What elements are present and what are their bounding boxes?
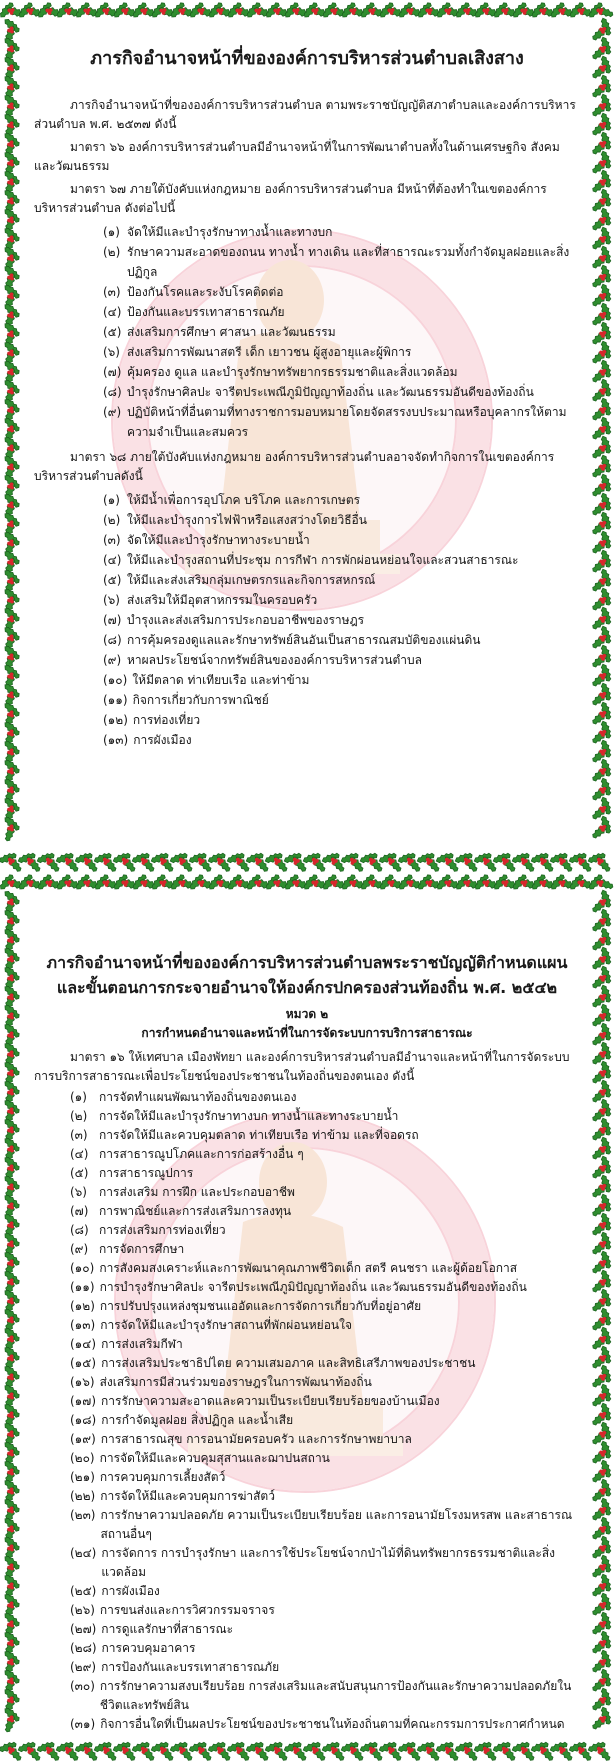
item-text: ปฏิบัติหน้าที่อื่นตามที่ทางราชการมอบหมายโดยจัดสรรงบประมาณหรือบุคลากรให้ตามความจำเป็นและสมควร: [127, 405, 567, 439]
item-text: การส่งเสริม การฝึก และประกอบอาชีพ: [99, 1185, 295, 1199]
item-text: การรักษาความปลอดภัย ความเป็นระเบียบเรียบร้อย และการอนามัยโรงมหรสพ และสาธารณสถานอื่นๆ: [100, 1508, 573, 1541]
item-number: (๕): [103, 573, 122, 587]
section-16-list: [70, 1088, 580, 1734]
item-text: การจัดการศึกษา: [99, 1242, 185, 1256]
item-number: (๘): [70, 1223, 89, 1237]
item-number: (๑๘): [70, 1413, 97, 1427]
item-number: (๕): [70, 1166, 89, 1180]
item-text: การส่งเสริมการท่องเที่ยว: [99, 1223, 226, 1237]
item-number: (๑): [103, 493, 120, 507]
list-item: [70, 1487, 580, 1506]
list-item: [70, 1183, 580, 1202]
list-item: [103, 530, 580, 550]
item-number: (๒๘): [70, 1641, 97, 1655]
item-text: การผังเมือง: [101, 1584, 160, 1598]
item-number: (๗): [103, 613, 122, 627]
item-text: การควบคุมอาคาร: [101, 1641, 196, 1655]
item-number: (๑๙): [70, 1432, 96, 1446]
item-text: การคุ้มครองดูแลและรักษาทรัพย์สินอันเป็นสาธารณสมบัติของแผ่นดิน: [127, 633, 481, 647]
page-1-content: [34, 44, 580, 750]
item-number: (๒๖): [70, 1603, 95, 1617]
item-number: (๑๑): [70, 1280, 95, 1294]
item-text: การส่งเสริมประชาธิปไตย ความเสมอภาค และสิทธิเสรีภาพของประชาชน: [101, 1356, 476, 1370]
item-text: บำรุงและส่งเสริมการประกอบอาชีพของราษฎร: [127, 613, 365, 627]
list-item: [70, 1354, 580, 1373]
list-item: [103, 670, 580, 690]
item-number: (๑๐): [70, 1261, 95, 1275]
list-item: [103, 550, 580, 570]
item-text: ป้องกันโรคและระงับโรคติดต่อ: [127, 285, 284, 299]
item-text: การปรับปรุงแหล่งชุมชนแออัดและการจัดการเกี่ยวกับที่อยู่อาศัย: [99, 1299, 422, 1313]
item-text: การบำรุงรักษาศิลปะ จารีตประเพณีภูมิปัญญาท้องถิ่น และวัฒนธรรมอันดีของท้องถิ่น: [99, 1280, 527, 1294]
list-item: [70, 1506, 580, 1544]
list-item: [70, 1297, 580, 1316]
list-item: [70, 1658, 580, 1677]
page-title: ภารกิจอำนาจหน้าที่ขององค์การบริหารส่วนตำบลเสิงสาง: [90, 48, 524, 69]
page-title-line-1: ภารกิจอำนาจหน้าที่ขององค์การบริหารส่วนตำบลพระราชบัญญัติกำหนดแผน: [46, 953, 568, 972]
list-item: [70, 1278, 580, 1297]
item-number: (๓): [103, 533, 121, 547]
item-text: การท่องเที่ยว: [132, 713, 201, 727]
item-text: การจัดให้มีและควบคุมตลาด ท่าเทียบเรือ ท่าข้าม และที่จอดรถ: [99, 1128, 419, 1142]
item-text: การสังคมสงเคราะห์และการพัฒนาคุณภาพชีวิตเด็ก สตรี คนชรา และผู้ด้อยโอกาส: [99, 1261, 518, 1275]
item-number: (๑๓): [103, 733, 129, 747]
section-66-paragraph: มาตรา ๖๖ องค์การบริหารส่วนตำบลมีอำนาจหน้าที่ในการพัฒนาตำบลทั้งในด้านเศรษฐกิจ สังคมและวัฒนธรรม: [34, 140, 560, 173]
list-item: [70, 1240, 580, 1259]
item-number: (๖): [70, 1185, 87, 1199]
item-text: คุ้มครอง ดูแล และบำรุงรักษาทรัพยากรธรรมชาติและสิ่งแวดล้อม: [127, 365, 458, 379]
item-text: การจัดให้มีและบำรุงรักษาทางบก ทางน้ำและทางระบายน้ำ: [99, 1109, 399, 1123]
item-text: ส่งเสริมการพัฒนาสตรี เด็ก เยาวชน ผู้สูงอายุและผู้พิการ: [127, 345, 412, 359]
list-item: [103, 650, 580, 670]
item-text: ป้องกันและบรรเทาสาธารณภัย: [127, 305, 285, 319]
list-item: [70, 1202, 580, 1221]
item-number: (๒): [103, 513, 121, 527]
item-text: ส่งเสริมการมีส่วนร่วมของราษฎรในการพัฒนาท้องถิ่น: [99, 1375, 372, 1389]
item-text: การป้องกันและบรรเทาสาธารณภัย: [101, 1660, 280, 1674]
item-number: (๙): [70, 1242, 89, 1256]
list-item: [103, 282, 580, 302]
list-item: [103, 222, 580, 242]
item-number: (๑๖): [70, 1375, 95, 1389]
item-number: (๒๓): [70, 1508, 96, 1522]
item-number: (๖): [103, 593, 120, 607]
list-item: [70, 1335, 580, 1354]
item-number: (๒๗): [70, 1622, 97, 1636]
section-16-paragraph: มาตรา ๑๖ ให้เทศบาล เมืองพัทยา และองค์การบริหารส่วนตำบลมีอำนาจและหน้าที่ในการจัดระบบการบริการสาธารณะเพื่อประโยชน์ของประชาชนในท้องถิ่นของตนเอง ดังนี้: [34, 1050, 570, 1083]
item-text: ให้มีและบำรุงการไฟฟ้าหรือแสงสว่างโดยวิธีอื่น: [127, 513, 367, 527]
list-item: [70, 1392, 580, 1411]
item-text: บำรุงรักษาศิลปะ จารีตประเพณีภูมิปัญญาท้องถิ่น และวัฒนธรรมอันดีของท้องถิ่น: [127, 385, 534, 399]
item-text: จัดให้มีและบำรุงรักษาทางระบายน้ำ: [127, 533, 310, 547]
list-item: [103, 382, 580, 402]
item-number: (๗): [103, 365, 122, 379]
item-number: (๒๑): [70, 1470, 95, 1484]
list-item: [70, 1373, 580, 1392]
item-number: (๘): [103, 633, 122, 647]
item-number: (๘): [103, 385, 122, 399]
list-item: [70, 1715, 580, 1734]
item-text: การจัดให้มีและควบคุมสุสานและฌาปนสถาน: [99, 1451, 330, 1465]
item-number: (๒): [103, 245, 121, 259]
list-item: [70, 1544, 580, 1582]
item-text: การผังเมือง: [133, 733, 192, 747]
list-item: [70, 1582, 580, 1601]
item-text: การจัดการ การบำรุงรักษา และการใช้ประโยชน์จากป่าไม้ที่ดินทรัพยากรธรรมชาติและสิ่งแวดล้อม: [101, 1546, 556, 1579]
item-number: (๑๗): [70, 1394, 97, 1408]
item-number: (๑๑): [103, 693, 128, 707]
item-number: (๔): [103, 553, 122, 567]
item-text: กิจการเกี่ยวกับการพาณิชย์: [132, 693, 269, 707]
item-text: การจัดทำแผนพัฒนาท้องถิ่นของตนเอง: [99, 1090, 297, 1104]
list-item: [70, 1468, 580, 1487]
item-number: (๑๕): [70, 1356, 97, 1370]
list-item: [70, 1259, 580, 1278]
item-text: กิจการอื่นใดที่เป็นผลประโยชน์ของประชาชนในท้องถิ่นตามที่คณะกรรมการประกาศกำหนด: [100, 1717, 565, 1731]
document-page-1: [0, 0, 614, 872]
item-number: (๒๙): [70, 1660, 97, 1674]
item-number: (๓): [70, 1128, 88, 1142]
list-item: [103, 730, 580, 750]
list-item: [103, 302, 580, 322]
list-item: [70, 1411, 580, 1430]
item-number: (๙): [103, 405, 122, 419]
list-item: [103, 242, 580, 282]
list-item: [70, 1145, 580, 1164]
item-number: (๓): [103, 285, 121, 299]
list-item: [103, 402, 580, 442]
item-text: ให้มีน้ำเพื่อการอุปโภค บริโภค และการเกษตร: [127, 493, 361, 507]
item-number: (๒๕): [70, 1584, 97, 1598]
item-number: (๑๐): [103, 673, 128, 687]
item-text: ให้มีและบำรุงสถานที่ประชุม การกีฬา การพักผ่อนหย่อนใจและสวนสาธารณะ: [127, 553, 519, 567]
item-text: การรักษาความสงบเรียบร้อย การส่งเสริมและสนับสนุนการป้องกันและรักษาความปลอดภัยในชีวิตและทรัพย์สิน: [99, 1679, 572, 1712]
list-item: [70, 1430, 580, 1449]
item-number: (๒๐): [70, 1451, 95, 1465]
item-number: (๓๐): [70, 1679, 95, 1693]
item-number: (๑): [70, 1090, 87, 1104]
item-number: (๒๔): [70, 1546, 97, 1560]
item-text: การจัดให้มีและบำรุงรักษาสถานที่พักผ่อนหย่อนใจ: [100, 1318, 352, 1332]
list-item: [103, 710, 580, 730]
section-68-list: [103, 490, 580, 750]
list-item: [103, 362, 580, 382]
list-item: [70, 1601, 580, 1620]
list-item: [70, 1677, 580, 1715]
item-number: (๑๒): [70, 1299, 95, 1313]
list-item: [103, 690, 580, 710]
item-number: (๑๓): [70, 1318, 96, 1332]
item-number: (๑): [103, 225, 120, 239]
section-68-paragraph: มาตรา ๖๘ ภายใต้บังคับแห่งกฎหมาย องค์การบริหารส่วนตำบลอาจจัดทำกิจการในเขตองค์การบริหารส่วนตำบลดังนี้: [34, 450, 555, 483]
intro-paragraph: ภารกิจอำนาจหน้าที่ขององค์การบริหารส่วนตำบล ตามพระราชบัญญัติสภาตำบลและองค์การบริหารส่วนตำบล พ.ศ. ๒๕๓๗ ดังนี้: [34, 98, 576, 131]
item-number: (๒): [70, 1109, 88, 1123]
item-text: การส่งเสริมกีฬา: [101, 1337, 183, 1351]
item-text: การสาธารณูปโภคและการก่อสร้างอื่น ๆ: [99, 1147, 304, 1161]
item-text: ให้มีตลาด ท่าเทียบเรือ และท่าข้าม: [132, 673, 310, 687]
list-item: [70, 1221, 580, 1240]
item-number: (๔): [70, 1147, 89, 1161]
item-text: การดูแลรักษาที่สาธารณะ: [101, 1622, 234, 1636]
item-text: ส่งเสริมการศึกษา ศาสนา และวัฒนธรรม: [127, 325, 336, 339]
item-text: การจัดให้มีและควบคุมการฆ่าสัตว์: [100, 1489, 275, 1503]
list-item: [70, 1639, 580, 1658]
item-number: (๒๒): [70, 1489, 96, 1503]
list-item: [103, 322, 580, 342]
list-item: [103, 490, 580, 510]
item-text: การควบคุมการเลี้ยงสัตว์: [99, 1470, 226, 1484]
item-number: (๕): [103, 325, 122, 339]
list-item: [103, 570, 580, 590]
page-2-content: [34, 950, 580, 1734]
list-item: [103, 630, 580, 650]
item-number: (๙): [103, 653, 122, 667]
list-item: [103, 510, 580, 530]
item-text: การขนส่งและการวิศวกรรมจราจร: [99, 1603, 275, 1617]
list-item: [70, 1107, 580, 1126]
item-text: หาผลประโยชน์จากทรัพย์สินขององค์การบริหารส่วนตำบล: [127, 653, 422, 667]
item-text: ส่งเสริมให้มีอุตสาหกรรมในครอบครัว: [127, 593, 318, 607]
item-text: การรักษาความสะอาดและความเป็นระเบียบเรียบร้อยของบ้านเมือง: [101, 1394, 440, 1408]
list-item: [70, 1126, 580, 1145]
list-item: [103, 590, 580, 610]
item-text: จัดให้มีและบำรุงรักษาทางน้ำและทางบก: [127, 225, 333, 239]
item-number: (๓๑): [70, 1717, 96, 1731]
item-text: การสาธารณสุข การอนามัยครอบครัว และการรักษาพยาบาล: [100, 1432, 412, 1446]
item-number: (๑๒): [103, 713, 128, 727]
item-number: (๖): [103, 345, 120, 359]
section-67-list: [103, 222, 580, 442]
list-item: [70, 1088, 580, 1107]
item-number: (๗): [70, 1204, 89, 1218]
item-text: การสาธารณูปการ: [99, 1166, 194, 1180]
item-number: (๔): [103, 305, 122, 319]
list-item: [70, 1449, 580, 1468]
item-text: การพาณิชย์และการส่งเสริมการลงทุน: [99, 1204, 292, 1218]
chapter-heading: หมวด ๒: [285, 1007, 329, 1021]
section-67-paragraph: มาตรา ๖๗ ภายใต้บังคับแห่งกฎหมาย องค์การบริหารส่วนตำบล มีหน้าที่ต้องทำในเขตองค์การบริหารส่วนตำบล ดังต่อไปนี้: [34, 182, 547, 215]
page-title-line-2: และขั้นตอนการกระจายอำนาจให้องค์กรปกครองส่วนท้องถิ่น พ.ศ. ๒๕๔๒: [56, 978, 558, 997]
list-item: [70, 1316, 580, 1335]
item-text: ให้มีและส่งเสริมกลุ่มเกษตรกรและกิจการสหกรณ์: [127, 573, 376, 587]
list-item: [103, 342, 580, 362]
item-number: (๑๔): [70, 1337, 97, 1351]
item-text: การกำจัดมูลฝอย สิ่งปฏิกูล และน้ำเสีย: [101, 1413, 294, 1427]
list-item: [70, 1164, 580, 1183]
list-item: [70, 1620, 580, 1639]
item-text: รักษาความสะอาดของถนน ทางน้ำ ทางเดิน และที่สาธารณะรวมทั้งกำจัดมูลฝอยและสิ่งปฏิกูล: [127, 245, 570, 279]
document-page-2: [0, 872, 614, 1761]
chapter-title: การกำหนดอำนาจและหน้าที่ในการจัดระบบการบริการสาธารณะ: [141, 1026, 473, 1040]
list-item: [103, 610, 580, 630]
